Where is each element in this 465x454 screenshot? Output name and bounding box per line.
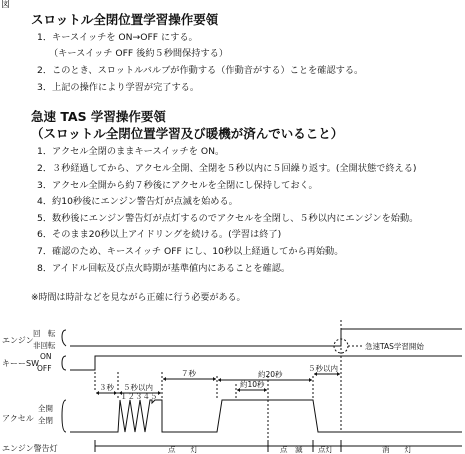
section2-step-1: 1．アクセル全閉のままキースイッチを ON。 (37, 146, 225, 157)
section2-step-8: 8．アイドル回転及び点火時期が基準値内にあることを確認。 (37, 263, 291, 274)
dur-10s: 約10秒 (240, 380, 265, 389)
accel-signal (70, 400, 462, 432)
dur-20s: 約20秒 (258, 370, 283, 379)
section1-title: スロットル全閉位置学習操作要領 (31, 12, 219, 27)
dur-5s-b: ５秒以内 (308, 364, 338, 373)
accel-state-closed: 全閉 (38, 416, 53, 425)
key-label: キーーSW (2, 359, 39, 368)
key-state-off: OFF (37, 364, 52, 373)
engine-state-off: 非回転 (33, 341, 56, 350)
key-bracket (62, 356, 66, 370)
section2-step-2: 2．３秒経過してから、アクセル全開、全閉を５秒以内に５回繰り返す。(全開状態で終える) (37, 163, 417, 174)
engine-bracket (62, 330, 66, 346)
accel-label: アクセル (2, 414, 34, 423)
lamp-state-blink: 点 滅 (280, 445, 303, 454)
engine-state-on: 回 転 (33, 329, 56, 338)
section2-step-3: 3．アクセル全開から約７秒後にアクセルを全閉にし保持しておく。 (37, 180, 318, 191)
lamp-state-off: 消 灯 (382, 445, 412, 454)
section1-step-2: 2．このとき、スロットルバルブが作動する（作動音がする）ことを確認する。 (37, 65, 364, 76)
lamp-label: エンジン警告灯 (2, 444, 58, 453)
dur-7s: ７秒 (181, 369, 196, 378)
section2-step-5: 5．数秒後にエンジン警告灯が点灯するのでアクセルを全閉し、５秒以内にエンジンを始動。 (37, 213, 419, 224)
figure-label: 図 (1, 0, 11, 10)
accel-state-open: 全開 (38, 404, 53, 413)
dur-5s: ５秒以内 (123, 383, 153, 392)
note: ※時間は時計などを見ながら正確に行う必要がある。 (31, 293, 246, 303)
section2-step-4: 4．約10秒後にエンジン警告灯が点滅を始める。 (37, 196, 238, 207)
engine-label: エンジン (2, 336, 34, 345)
tas-start-label: 急速TAS学習開始 (365, 342, 424, 351)
section1-step-1: 1．キースイッチを ON→OFF にする。 (37, 32, 198, 43)
accel-bracket (62, 400, 66, 432)
key-signal (70, 356, 462, 370)
section2-title: 急速 TAS 学習操作要領 (31, 109, 166, 124)
dur-3s: ３秒 (99, 383, 114, 392)
key-state-on: ON (40, 352, 52, 361)
pulse-count: １２３４５ (120, 392, 158, 401)
section2-subtitle: （スロットル全閉位置学習及び暖機が済んでいること） (31, 126, 344, 141)
section1-step-3: 3．上記の操作により学習が完了する。 (37, 82, 200, 93)
section2-step-6: 6．そのまま20秒以上アイドリングを続ける。(学習は終了) (37, 229, 282, 240)
lamp-state-on-2: 点灯 (318, 445, 333, 454)
section1-step-1-note: （キースイッチ OFF 後約５秒間保持する） (49, 48, 229, 59)
section2-step-7: 7．確認のため、キースイッチ OFF にし、10秒以上経過してから再始動。 (37, 246, 344, 257)
lamp-state-on: 点 灯 (168, 445, 198, 454)
